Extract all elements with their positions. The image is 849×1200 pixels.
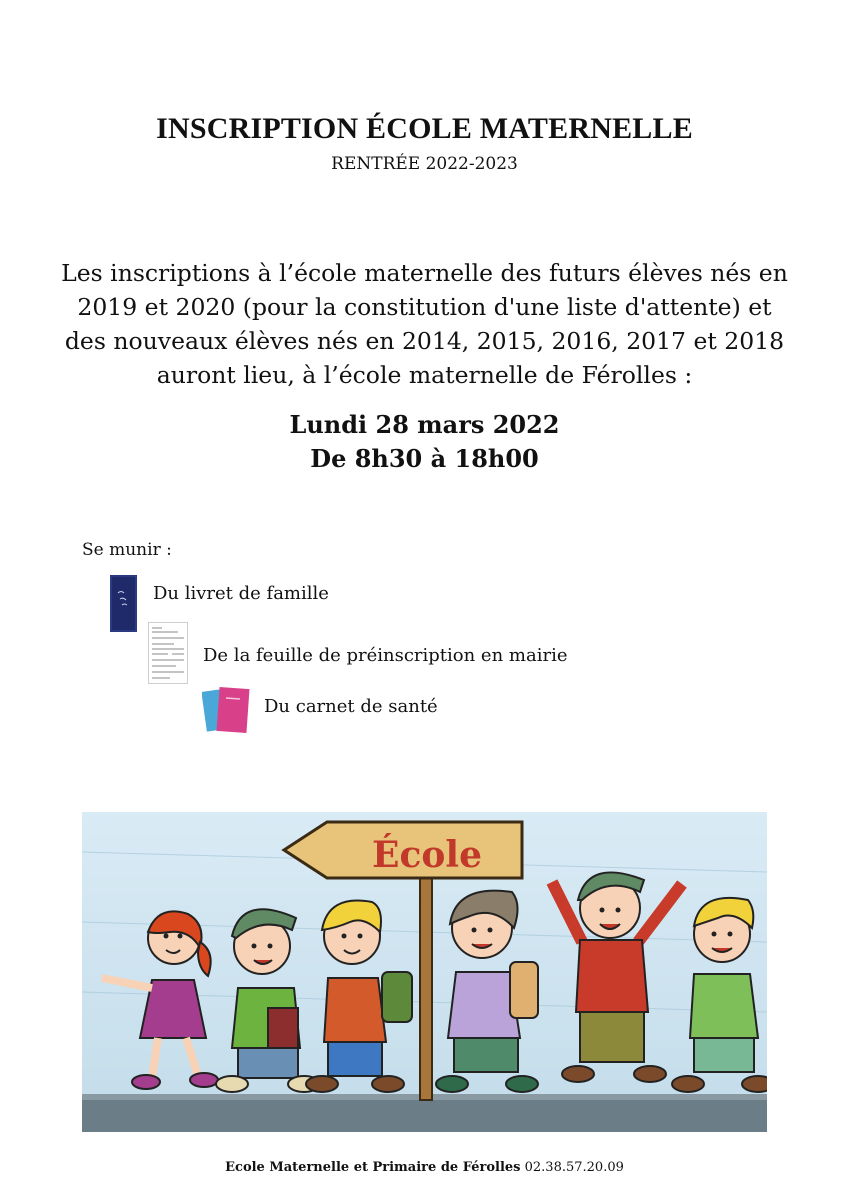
health-record-icon (202, 686, 252, 734)
intro-line: auront lieu, à l’école maternelle de Férolles : (156, 361, 693, 389)
documents-heading: Se munir : (82, 540, 172, 560)
intro-line: des nouveaux élèves nés en 2014, 2015, 2016, 2017 et 2018 (64, 327, 785, 355)
intro-line: Les inscriptions à l’école maternelle des futurs élèves nés en (61, 259, 788, 287)
registration-hours: De 8h30 à 18h00 (310, 444, 539, 473)
registration-date: Lundi 28 mars 2022 (289, 410, 560, 439)
page-title: INSCRIPTION ÉCOLE MATERNELLE (156, 112, 693, 145)
footer (0, 1160, 849, 1175)
school-children-illustration (82, 812, 767, 1132)
document-item-label: Du carnet de santé (264, 696, 438, 717)
footer-phone: 02.38.57.20.09 (524, 1160, 624, 1175)
sign-text: École (372, 834, 482, 876)
intro-paragraph (40, 256, 809, 392)
preregistration-form-icon (148, 622, 188, 684)
document-item-label: Du livret de famille (153, 583, 329, 604)
family-booklet-icon (110, 575, 137, 632)
footer-school-name: Ecole Maternelle et Primaire de Férolles (225, 1160, 521, 1175)
intro-line: 2019 et 2020 (pour la constitution d'une liste d'attente) et (77, 293, 772, 321)
page-subtitle: RENTRÉE 2022-2023 (331, 154, 518, 174)
document-item-label: De la feuille de préinscription en mairie (203, 645, 568, 666)
